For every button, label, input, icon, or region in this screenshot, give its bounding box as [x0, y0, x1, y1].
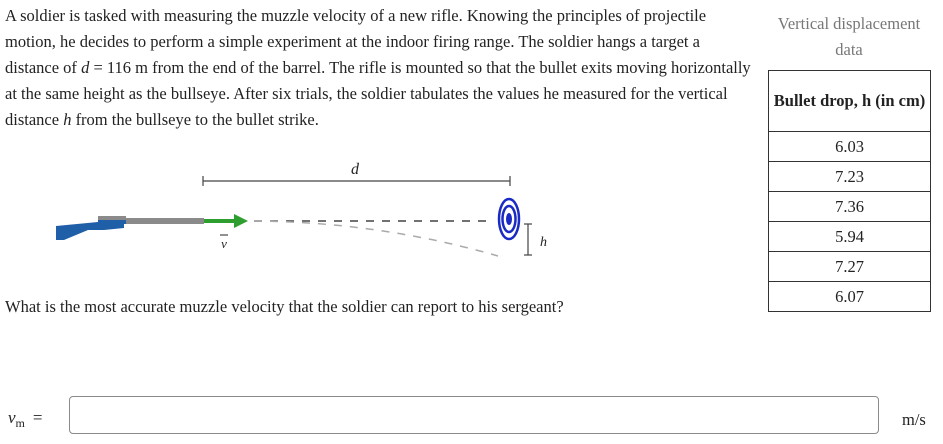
- table-cell: 7.23: [769, 162, 931, 192]
- velocity-arrow-icon: [204, 214, 248, 228]
- problem-text: A soldier is tasked with measuring the muzzle velocity of a new rifle. Knowing the principles of projectile motion, he decides to perform a simple experiment at the indoor firing range. The soldier hangs a target a distance of d = 116 m from the end of the barrel. The rifle is mounted so that the bullet exits moving horizontally at the same height as the bullseye. After six trials, the soldier tabulates the values he measured for the vertical distance h from the bullseye to the bullet strike.: [5, 6, 751, 129]
- rifle-icon: [56, 216, 204, 240]
- table-caption: Vertical displacement data: [777, 14, 921, 59]
- bullet-drop-table: [768, 70, 931, 312]
- unit-label: m/s: [902, 410, 926, 429]
- rifle-diagram: [50, 160, 570, 270]
- table-header: Bullet drop, h (in cm): [769, 71, 931, 132]
- label-v: v: [221, 236, 227, 251]
- question-text: What is the most accurate muzzle velocity that the soldier can report to his sergeant?: [5, 297, 564, 316]
- table-cell: 7.27: [769, 252, 931, 282]
- bullet-trajectory: [254, 221, 498, 256]
- table-cell: 6.03: [769, 132, 931, 162]
- variable-d: d: [81, 58, 90, 77]
- label-d: d: [351, 161, 359, 178]
- label-h: h: [540, 235, 547, 250]
- table-cell: 5.94: [769, 222, 931, 252]
- target-icon: [499, 199, 519, 239]
- velocity-answer-input[interactable]: [69, 396, 879, 434]
- variable-h: h: [63, 110, 72, 129]
- table-cell: 7.36: [769, 192, 931, 222]
- table-cell: 6.07: [769, 282, 931, 312]
- answer-label: $v_m$ =: [8, 408, 43, 430]
